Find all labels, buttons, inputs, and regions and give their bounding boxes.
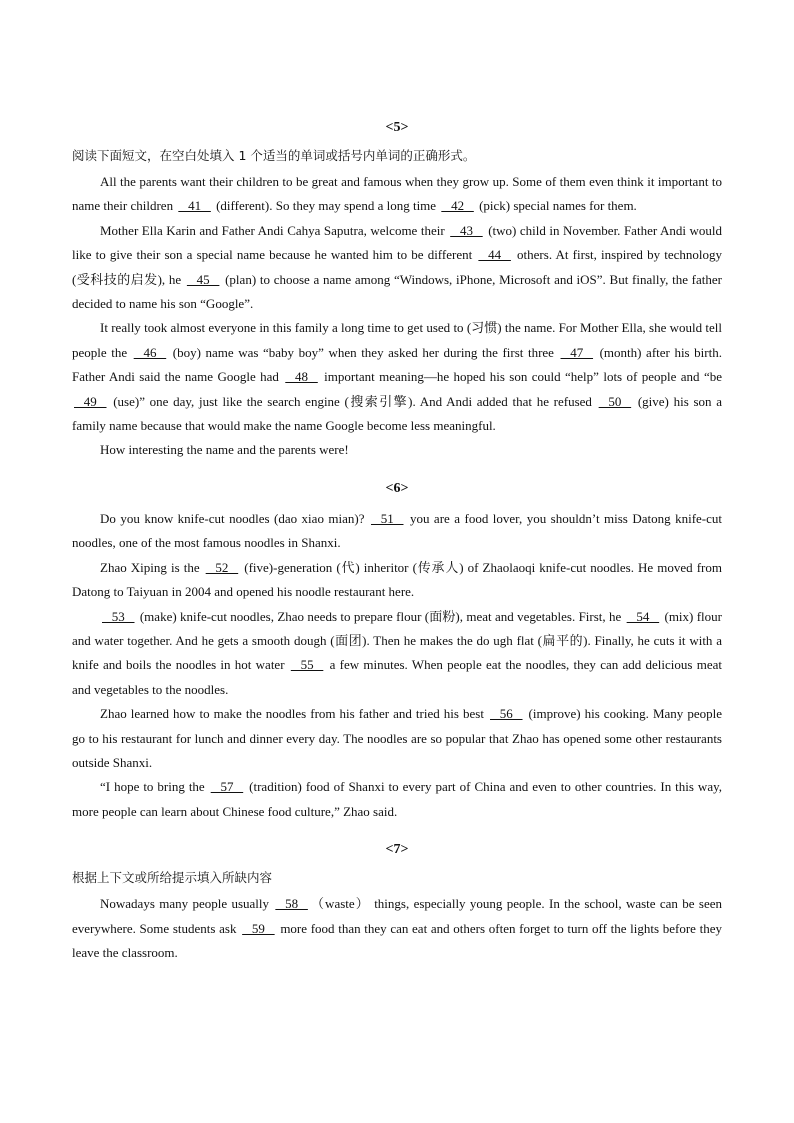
section-5 <box>72 118 722 463</box>
passage-paragraph: It really took almost everyone in this family a long time to get used to (习惯) the name. For Mother Ella, she would tell people the 46 (boy) name was “baby boy” when they asked her during the first three 47 (month) after his birth. Father Andi said the name Google had 48 important meaning—he hoped his son could “help” lots of people and “be 49 (use)” one day, just like the search engine (搜索引擎). And Andi added that he refused 50 (give) his son a family name because that would make the name Google become less meaningful. <box>72 320 722 434</box>
answer-blank[interactable]: 57 <box>210 779 244 795</box>
answer-blank[interactable]: 42 <box>441 198 474 214</box>
section-instruction: 根据上下文或所给提示填入所缺内容 <box>72 870 273 886</box>
passage-paragraph: Mother Ella Karin and Father Andi Cahya Saputra, welcome their 43 (two) child in November. Father Andi would like to give their son a special name because he wanted him to be different 44 others. At first, inspired by technology (受科技的启发), he 45 (plan) to choose a name among “Windows, iPhone, Microsoft and iOS”. But finally, the father decided to name his son “Google”. <box>72 219 722 317</box>
answer-blank[interactable]: 53 <box>102 608 135 624</box>
worksheet-page <box>72 118 722 981</box>
passage-paragraph: How interesting the name and the parents were! <box>100 442 349 458</box>
section-instruction: 阅读下面短文，在空白处填入 1 个适当的单词或括号内单词的正确形式。 <box>72 148 476 163</box>
answer-blank[interactable]: 48 <box>285 369 318 385</box>
section-7 <box>72 840 722 965</box>
answer-blank[interactable]: 43 <box>450 222 483 238</box>
section-6 <box>72 479 722 824</box>
answer-blank[interactable]: 46 <box>133 344 167 360</box>
answer-blank[interactable]: 44 <box>478 247 511 263</box>
answer-blank[interactable]: 59 <box>242 920 275 936</box>
answer-blank[interactable]: 55 <box>290 657 324 673</box>
answer-blank[interactable]: 45 <box>186 271 220 287</box>
answer-blank[interactable]: 52 <box>205 559 239 575</box>
answer-blank[interactable]: 49 <box>74 393 107 409</box>
passage-paragraph: 53 (make) knife-cut noodles, Zhao needs to prepare flour (面粉), meat and vegetables. First, he 54 (mix) flour and water together. And he gets a smooth dough (面团). Then he makes the do ugh flat (扁平的). Finally, he cuts it with a knife and boils the noodles in hot water 55 a few minutes. When people eat the noodles, they can add delicious meat and vegetables to the noodles. <box>72 605 722 703</box>
answer-blank[interactable]: 56 <box>490 706 523 722</box>
passage-paragraph: Zhao learned how to make the noodles from his father and tried his best 56 (improve) his cooking. Many people go to his restaurant for lunch and dinner every day. The noodles are so popular that Zhao has opened some other restaurants outside Shanxi. <box>72 702 722 775</box>
passage-paragraph: Nowadays many people usually 58 （waste） things, especially young people. In the school, waste can be seen everywhere. Some students ask 59 more food than they can eat and others often forget to turn off the lights before they leave the classroom. <box>72 892 722 965</box>
answer-blank[interactable]: 41 <box>178 198 211 214</box>
passage-paragraph: All the parents want their children to be great and famous when they grow up. Some of them even think it important to name their children 41 (different). So they may spend a long time 42 (pick) special names for them. <box>72 170 722 219</box>
section-title: <6> <box>385 480 409 496</box>
answer-blank[interactable]: 47 <box>560 344 594 360</box>
passage-paragraph: Zhao Xiping is the 52 (five)-generation (代) inheritor (传承人) of Zhaolaoqi knife-cut noodles. He moved from Datong to Taiyuan in 2004 and opened his noodle restaurant here. <box>72 556 722 605</box>
passage-paragraph: Do you know knife-cut noodles (dao xiao mian)? 51 you are a food lover, you shouldn’t miss Datong knife-cut noodles, one of the most famous noodles in Shanxi. <box>72 507 722 556</box>
answer-blank[interactable]: 51 <box>370 510 404 526</box>
answer-blank[interactable]: 50 <box>598 393 632 409</box>
answer-blank[interactable]: 54 <box>626 608 660 624</box>
section-title: <5> <box>385 120 409 135</box>
passage-paragraph: “I hope to bring the 57 (tradition) food of Shanxi to every part of China and even to other countries. In this way, more people can learn about Chinese food culture,” Zhao said. <box>72 775 722 824</box>
section-title: <7> <box>385 842 409 858</box>
answer-blank[interactable]: 58 <box>275 896 308 912</box>
